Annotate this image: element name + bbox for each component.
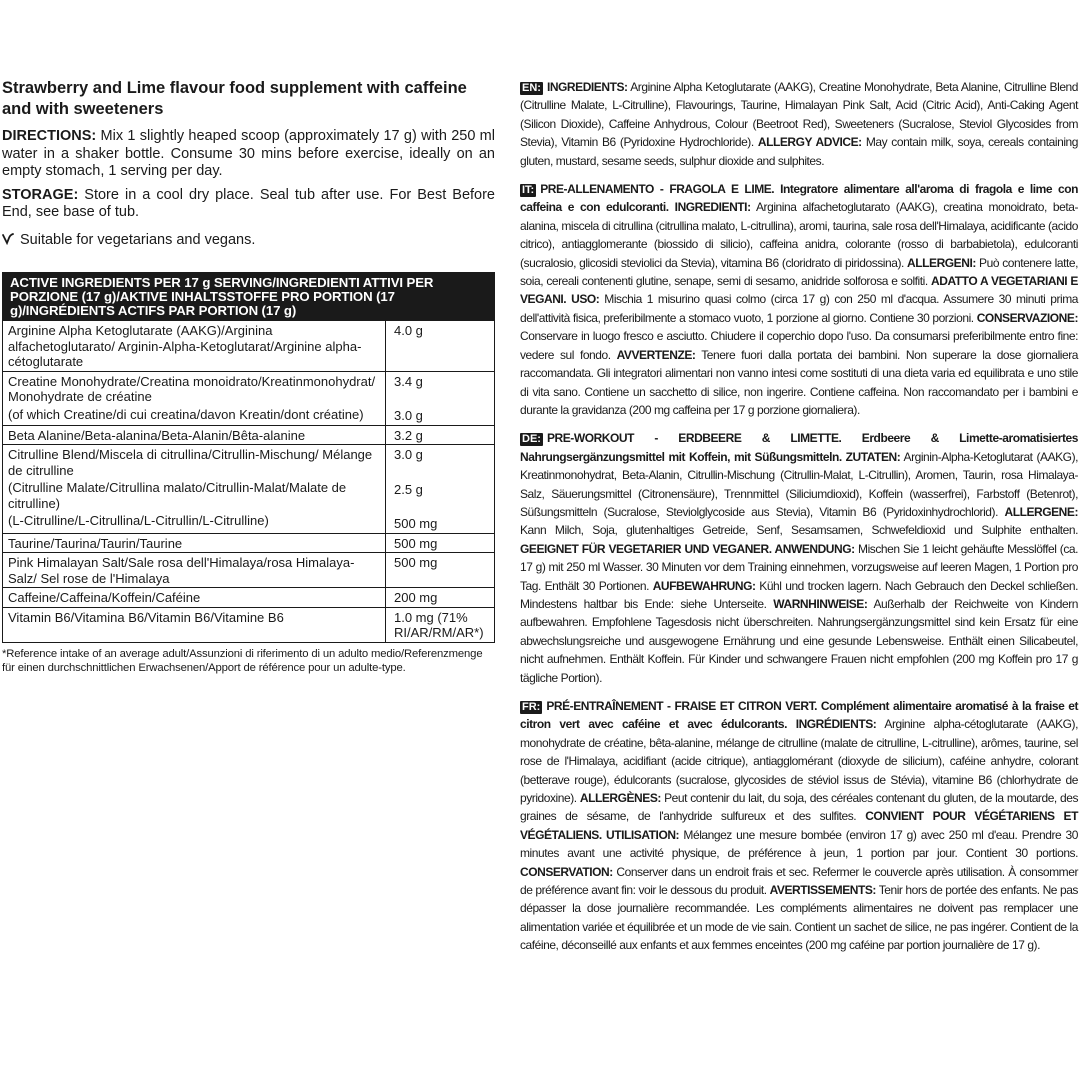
- v-leaf-icon: [2, 232, 14, 250]
- storage: [2, 187, 495, 222]
- label: INGREDIENTS:: [546, 80, 628, 94]
- amount-sub: 3.0 g: [394, 408, 423, 423]
- ingredient-amount: 1.0 mg (71% RI/AR/RM/AR*): [386, 607, 495, 642]
- ingredient-amount: 500 mg: [386, 553, 495, 588]
- text: Peut contenir du lait, du soja, des céréales contenant du gluten, de la moutarde, des graines de sésame, de l'anhydride sulfureux et des sulfites.: [520, 791, 1079, 824]
- text: Arginina alfachetoglutarato (AAKG), creatina monoidrato, beta-alanina, miscela di citrullina (citrullina malato, L-citrullina), aromi, taurina, sale rosa dell'Himalaya, acidificante (acido citrico), antiagglomerante (biossido di silicio), caffeina anidra, colorante (rosso di barbabietola), edulcoranti (sucralosio, glicosidi steviolici da Stevia), vitamina B6 (cloridrato di piridossina).: [520, 200, 1078, 270]
- lang-badge-it: IT:: [522, 184, 535, 197]
- ingredient-sub: (Citrulline Malate/Citrullina malato/Citrullin-Malat/Malate de citrulline): [8, 480, 347, 511]
- text: Tenir hors de portée des enfants. Ne pas dépasser la dose journalière recommandée. Les compléments alimentaires ne doivent pas remplacer une alimentation variée et équilibrée et un mode de vie sain. Contient un sachet de silice, ne pas ingérer. Contient de la caféine, déconseillé aux enfants et aux femmes enceintes (200 mg caféine par portion journalière de 17 g).: [520, 883, 1078, 953]
- text: Tenere fuori dalla portata dei bambini. Non superare la dose giornaliera raccomandata. Gli integratori alimentari non vanno intesi come sostituti di una dieta varia ed equilibrata e uno stile di vita sano. Contiene un sacchetto di silice, non ingerire. Contiene caffeina. Non raccomandato per i bambini e durante la gravidanza (200 mg caffeina per 17 g porzione giornaliera).: [520, 347, 1078, 417]
- ingredient-amount: 4.0 g: [386, 321, 495, 372]
- ingredient-amount: 3.2 g: [386, 425, 495, 445]
- text: Arginine Alpha Ketoglutarate (AAKG), Creatine Monohydrate, Beta Alanine, Citrulline Blend (Citrulline Malate, L-Citrulline), Flavourings, Taurine, Himalayan Pink Salt, Acid (Citric Acid), Anti-Caking Agent (Silicon Dioxide), Caffeine Anhydrous, Colour (Beetroot Red), Sweeteners (Sucralose, Steviol Glycosides from Stevia), Vitamin B6 (Pyridoxine Hydrochloride).: [520, 80, 1078, 150]
- label: ALLERGY ADVICE:: [757, 135, 862, 150]
- section-it: [520, 180, 1078, 419]
- text: Mischia 1 misurino quasi colmo (circa 17 g) con 250 ml d'acqua. Assumere 30 minuti prima dell'attività fisica, preferibilmente a stomaco vuoto, 1 porzione al giorno. Contiene 30 porzioni.: [520, 292, 1079, 325]
- label: ALLERGENI:: [907, 255, 976, 270]
- label: CONVIENT POUR VÉGÉTARIENS ET VÉGÉTALIENS. UTILISATION:: [520, 809, 1078, 842]
- label: ADATTO A VEGETARIANI E VEGANI. USO:: [520, 274, 1078, 307]
- label: ALLERGÈNES:: [579, 791, 661, 806]
- ingredient-name: Vitamin B6/Vitamina B6/Vitamin B6/Vitamine B6: [3, 607, 386, 642]
- ingredient-amount: [386, 371, 495, 425]
- table-row: [3, 607, 495, 642]
- left-column: [2, 78, 495, 676]
- text: Conservare in luogo fresco e asciutto. Chiudere il coperchio dopo l'uso. Da consumarsi preferibilmente entro fine: vedere sul fondo.: [520, 329, 1078, 362]
- ingredient-name: Arginine Alpha Ketoglutarate (AAKG)/Arginina alfachetoglutarato/ Arginin-Alpha-Ketoglutarat/Arginine alpha-cétoglutarate: [3, 321, 386, 372]
- lang-badge-en: EN:: [522, 82, 541, 94]
- storage-label: STORAGE:: [2, 186, 79, 203]
- directions-text: Mix 1 slightly heaped scoop (approximately 17 g) with 250 ml water in a shaker bottle. Consume 30 mins before exercise, ideally on an empty stomach, 1 serving per day.: [2, 128, 495, 179]
- text: Kann Milch, Soja, glutenhaltiges Getreide, Senf, Sesamsamen, Schwefeldioxid und Sulphite enthalten.: [520, 523, 1078, 538]
- ingredient-name: Beta Alanine/Beta-alanina/Beta-Alanin/Bêta-alanine: [3, 425, 386, 445]
- label: AVVERTENZE:: [616, 347, 696, 362]
- table-row: [3, 553, 495, 588]
- table-row: [3, 445, 495, 534]
- ingredient-name: Taurine/Taurina/Taurin/Taurine: [3, 533, 386, 553]
- text: Kühl und trocken lagern. Nach Gebrauch den Deckel schließen. Mindestens haltbar bis Ende: siehe Unterseite.: [520, 578, 1078, 611]
- text: Arginin-Alpha-Ketoglutarat (AAKG), Kreatinmonohydrat, Beta-Alanin, Citrullin-Mischung (Citrullin-Malat, L-Citrullin), Aromen, Taurin, rosa Himalaya-Salz, Säuerungsmittel (Citronensäure), Trennmittel (Siliciumdioxid), Koffein (wasserfrei), Farbstoff (Betenrot), Süßungsmitteln (Sucralose, Steviolglycoside aus Stevia), Vitamin B6 (Pyridoxinhydrochlorid).: [520, 449, 1078, 519]
- storage-text: Store in a cool dry place. Seal tub after use. For Best Before End, see base of tub.: [2, 186, 495, 220]
- right-column: [520, 78, 1078, 965]
- label: AVERTISSEMENTS:: [769, 883, 876, 898]
- text: Mischen Sie 1 leicht gehäufte Messlöffel (ca. 17 g) mit 250 ml Wasser. 30 Minuten vor dem Training einnehmen, vorzugsweise auf leeren Magen, 1 Portion pro Tag. Enthält 30 Portionen.: [520, 541, 1078, 593]
- text: Außerhalb der Reichweite von Kindern aufbewahren. Empfohlene Tagesdosis nicht überschreiten. Nahrungsergänzungsmittel sind kein Ersatz für eine abwechslungsreiche und ausgewogene Ernährung und eine gesunde Lebensweise. Enthält einen Silicabeutel, nicht aufnehmen. Enthält Koffein. Für Kinder und schwangere Frauen nicht empfohlen (200 mg Koffein pro 17 g tägliche Portion).: [520, 596, 1078, 685]
- ingredient-amount: [386, 445, 495, 534]
- label: WARNHINWEISE:: [773, 596, 868, 611]
- ingredient-name: Pink Himalayan Salt/Sale rosa dell'Himalaya/rosa Himalaya-Salz/ Sel rose de l'Himalaya: [3, 553, 386, 588]
- ingredient-name: Caffeine/Caffeina/Koffein/Caféine: [3, 588, 386, 608]
- directions-label: DIRECTIONS:: [2, 128, 97, 144]
- vegan-note: [2, 232, 495, 250]
- label: AUFBEWAHRUNG:: [652, 578, 756, 593]
- vegan-text: Suitable for vegetarians and vegans.: [20, 231, 256, 248]
- text: Conserver dans un endroit frais et sec. Refermer le couvercle après utilisation. À consommer de préférence avant fin: voir le dessous du produit.: [520, 864, 1078, 898]
- table-row: [3, 321, 495, 372]
- ingredient-main: Creatine Monohydrate/Creatina monoidrato/Kreatinmonohydrat/ Monohydrate de créatine: [8, 373, 376, 404]
- reference-footnote: *Reference intake of an average adult/Assunzioni di riferimento di un adulto medio/Referenzmenge für einen durchschnittlichen Erwachsenen/Apport de référence pour un adulte-type.: [2, 647, 483, 674]
- section-fr: [520, 697, 1078, 955]
- label: PRÉ-ENTRAÎNEMENT - FRAISE ET CITRON VERT. Complément alimentaire aromatisé à la fraise et citron vert avec caféine et avec édulcorants. INGRÉDIENTS:: [520, 699, 1078, 732]
- product-title: Strawberry and Lime flavour food supplement with caffeine and with sweeteners: [2, 79, 467, 118]
- amount-main: 3.4 g: [394, 373, 423, 389]
- ingredient-name: [3, 371, 386, 425]
- table-row: [3, 371, 495, 425]
- section-de: [520, 429, 1078, 687]
- ingredient-main: Citrulline Blend/Miscela di citrullina/Citrullin-Mischung/ Mélange de citrulline: [8, 447, 373, 478]
- label: PRE-WORKOUT - ERDBEERE & LIMETTE. Erdbeere & Limette-aromatisiertes Nahrungsergänzungsmittel mit Koffein, mit Süßungsmitteln. ZUTATEN:: [520, 431, 1078, 464]
- ingredient-amount: 500 mg: [386, 533, 495, 553]
- label: PRE-ALLENAMENTO - FRAGOLA E LIME. Integratore alimentare all'aroma di fragola e lime con caffeina e con edulcoranti. INGREDIENTI:: [520, 182, 1078, 215]
- table-row: [3, 588, 495, 608]
- amount-sub: 500 mg: [394, 516, 438, 531]
- lang-badge-fr: FR:: [522, 701, 541, 713]
- text: Mélangez une mesure bombée (environ 17 g) avec 250 ml d'eau. Prendre 30 minutes avant une activité physique, de préférence à jeun, 1 portion par jour. Contient 30 portions.: [520, 827, 1078, 861]
- amount-sub: 2.5 g: [394, 481, 423, 497]
- label: ALLERGENE:: [1004, 504, 1078, 519]
- ingredient-name: [3, 445, 386, 534]
- directions: [2, 128, 495, 181]
- label: CONSERVATION:: [520, 864, 613, 879]
- table-header: ACTIVE INGREDIENTS PER 17 g SERVING/INGREDIENTI ATTIVI PER PORZIONE (17 g)/AKTIVE INHALTSSTOFFE PRO PORTION (17 g)/INGRÉDIENTS ACTIFS PAR PORTION (17 g): [3, 273, 495, 321]
- label: GEEIGNET FÜR VEGETARIER UND VEGANER. ANWENDUNG:: [520, 541, 855, 556]
- ingredient-sub: (of which Creatine/di cui creatina/davon Kreatin/dont créatine): [8, 406, 364, 422]
- table-row: [3, 425, 495, 445]
- ingredient-sub: (L-Citrulline/L-Citrullina/L-Citrullin/L-Citrulline): [8, 513, 269, 528]
- text: Arginine alpha-cétoglutarate (AAKG), monohydrate de créatine, bêta-alanine, mélange de citrulline (malate de citrulline, L-citrulline), arômes, taurine, sel rose de l'Himalaya, acidifiant (acide citrique), antiagglomérant (dioxyde de silicium), caféine anhydre, colorant (betterave rouge), édulcorants (sucralose, glycosides de stéviol issus de Stévia), vitamine B6 (chlorhydrate de pyridoxine).: [520, 717, 1078, 806]
- lang-badge-de: DE:: [522, 433, 541, 446]
- nutrition-table: [2, 272, 495, 643]
- label: CONSERVAZIONE:: [976, 310, 1078, 325]
- text: May contain milk, soya, cereals containing gluten, mustard, sesame seeds, sulphur dioxide and sulphites.: [520, 135, 1078, 168]
- ingredient-amount: 200 mg: [386, 588, 495, 608]
- amount-main: 3.0 g: [394, 447, 423, 462]
- text: Può contenere latte, soia, cereali contenenti glutine, senape, semi di sesamo, anidride solforosa e solfiti.: [520, 255, 1078, 289]
- section-en: [520, 78, 1078, 170]
- table-row: [3, 533, 495, 553]
